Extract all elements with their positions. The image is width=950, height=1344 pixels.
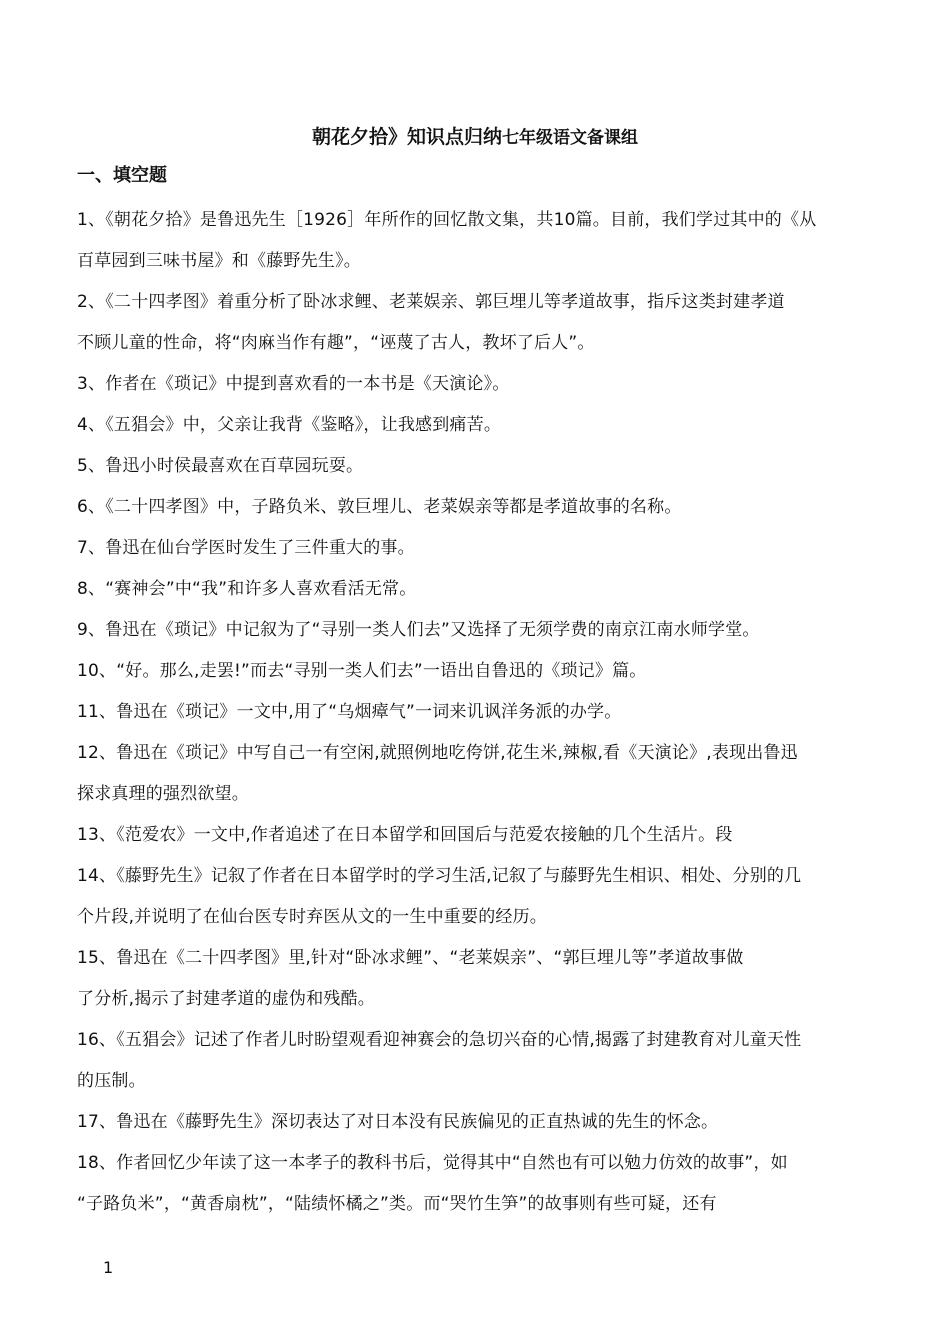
question-line: 9、鲁迅在《琐记》中记叙为了“寻别一类人们去”又选择了无须学费的南京江南水师学堂。 — [77, 620, 760, 640]
question-item — [77, 528, 903, 569]
question-item — [77, 446, 903, 487]
question-line: 5、鲁迅小时侯最喜欢在百草园玩耍。 — [77, 456, 364, 476]
question-line: 8、“赛神会”中“我”和许多人喜欢看活无常。 — [77, 579, 417, 599]
question-line: 2、《二十四孝图》着重分析了卧冰求鲤、老莱娱亲、郭巨埋儿等孝道故事，指斥这类封建孝道 — [77, 292, 785, 312]
question-item — [77, 405, 903, 446]
question-item — [77, 487, 903, 528]
question-line: 17、鲁迅在《藤野先生》深切表达了对日本没有民族偏见的正直热诚的先生的怀念。 — [77, 1112, 719, 1132]
question-item — [77, 938, 903, 1020]
question-item — [77, 1143, 903, 1225]
question-line: 14、《藤野先生》记叙了作者在日本留学时的学习生活,记叙了与藤野先生相识、相处、分别的几 — [77, 866, 802, 886]
question-line: 3、作者在《琐记》中提到喜欢看的一本书是《天演论》。 — [77, 374, 510, 394]
question-line: 探求真理的强烈欲望。 — [77, 784, 249, 804]
question-line: 15、鲁迅在《二十四孝图》里,针对“卧冰求鲤”、“老莱娱亲”、“郭巨埋儿等”孝道故事做 — [77, 948, 744, 968]
question-line: 7、鲁迅在仙台学医时发生了三件重大的事。 — [77, 538, 415, 558]
question-line: 1、《朝花夕拾》是鲁迅先生［1926］年所作的回忆散文集，共10篇。目前，我们学过其中的《从 — [77, 210, 817, 230]
question-item — [77, 1020, 903, 1102]
question-line: 百草园到三味书屋》和《藤野先生》。 — [77, 251, 361, 271]
question-item — [77, 1102, 903, 1143]
question-line: 了分析,揭示了封建孝道的虚伪和残酷。 — [77, 989, 376, 1009]
question-item — [77, 651, 903, 692]
question-item — [77, 733, 903, 815]
section-heading: 一、填空题 — [77, 165, 167, 186]
question-line: 4、《五猖会》中，父亲让我背《鉴略》，让我感到痛苦。 — [77, 415, 502, 435]
question-item — [77, 364, 903, 405]
question-list — [77, 200, 903, 1225]
question-line: 的压制。 — [77, 1071, 146, 1091]
question-line: 10、“好。那么,走罢!”而去“寻别一类人们去”一语出自鲁迅的《琐记》篇。 — [77, 661, 647, 681]
question-line: 13、《范爱农》一文中,作者追述了在日本留学和回国后与范爱农接触的几个生活片。段 — [77, 825, 733, 845]
question-line: 6、《二十四孝图》中，子路负米、敦巨埋儿、老菜娱亲等都是孝道故事的名称。 — [77, 497, 682, 517]
question-line: 不顾儿童的性命，将“肉麻当作有趣”，“诬蔑了古人，教坏了后人”。 — [77, 333, 595, 353]
question-line: 16、《五猖会》记述了作者儿时盼望观看迎神赛会的急切兴奋的心情,揭露了封建教育对儿童天性 — [77, 1030, 802, 1050]
question-item — [77, 569, 903, 610]
question-line: 个片段,并说明了在仙台医专时弃医从文的一生中重要的经历。 — [77, 907, 548, 927]
question-item — [77, 856, 903, 938]
question-item — [77, 200, 903, 282]
question-item — [77, 692, 903, 733]
question-line: 18、作者回忆少年读了这一本孝子的教科书后，觉得其中“自然也有可以勉力仿效的故事”，如 — [77, 1153, 788, 1173]
question-line: 11、鲁迅在《琐记》一文中,用了“乌烟瘴气”一词来讥讽洋务派的办学。 — [77, 702, 622, 722]
title-main: 朝花夕拾》知识点归纳 — [311, 126, 502, 148]
question-item — [77, 815, 903, 856]
question-line: 12、鲁迅在《琐记》中写自己一有空闲,就照例地吃侉饼,花生米,辣椒,看《天演论》,表现出鲁迅 — [77, 743, 798, 763]
question-line: “子路负米”，“黄香扇枕”，“陆绩怀橘之”类。而“哭竹生笋”的故事则有些可疑，还有 — [77, 1194, 717, 1214]
question-item — [77, 610, 903, 651]
question-item — [77, 282, 903, 364]
title-tail: 七年级语文备课组 — [502, 128, 638, 148]
document-title — [0, 122, 950, 153]
page-number: 1 — [103, 1258, 114, 1277]
